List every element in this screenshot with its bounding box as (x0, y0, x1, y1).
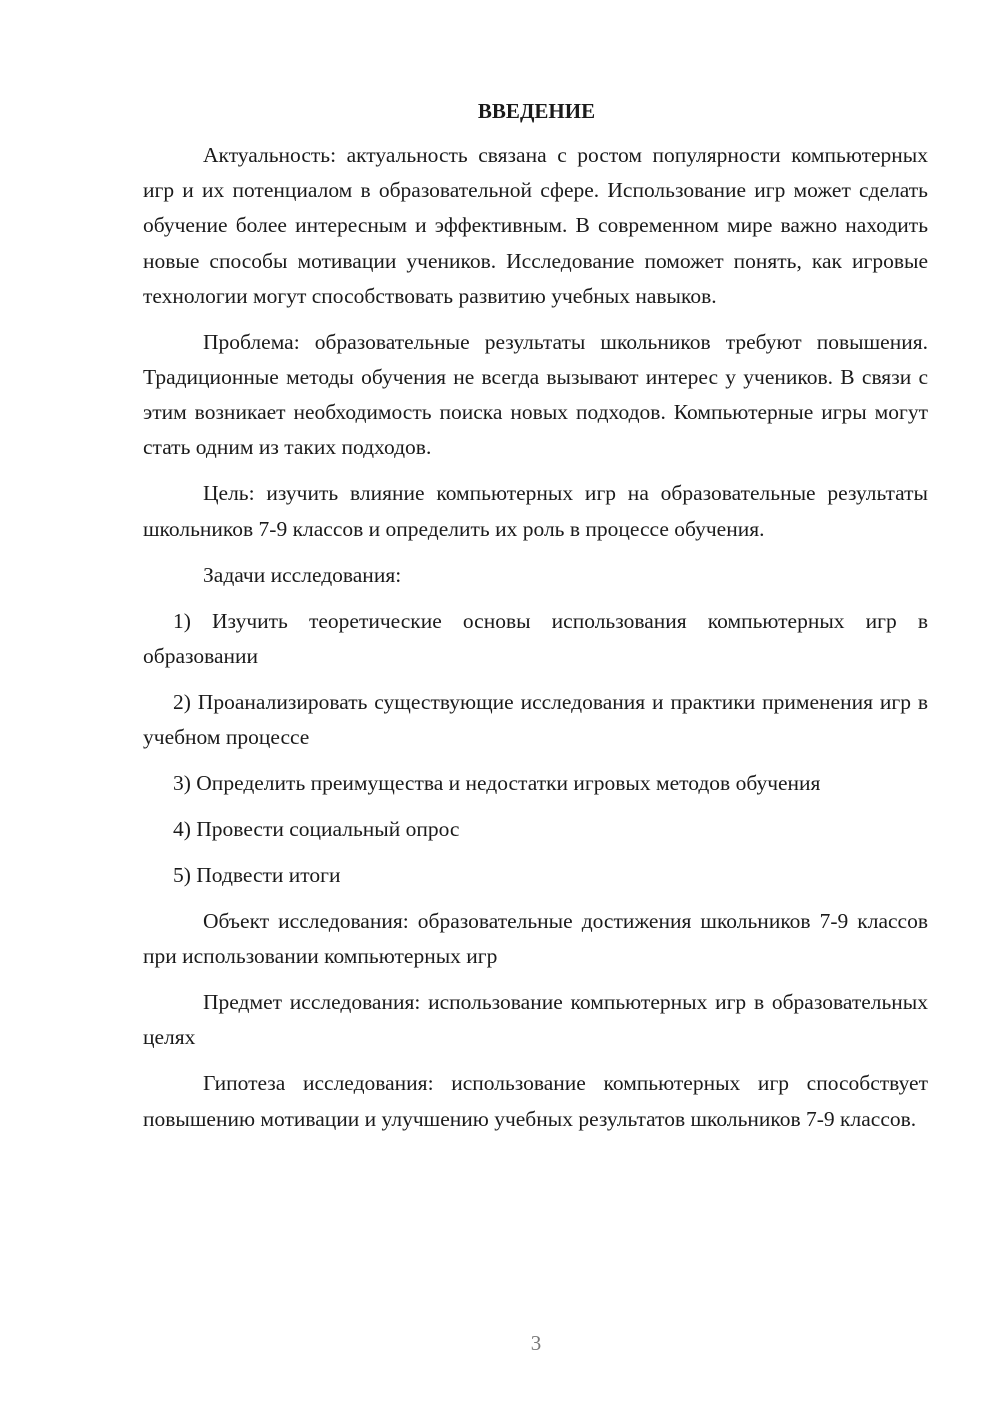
page-number: 3 (530, 1331, 542, 1355)
goal-paragraph: Цель: изучить влияние компьютерных игр на образовательные результаты школьников 7-9 классов и определить их роль в процессе обучения. (143, 481, 928, 541)
task-item-5: 5) Подвести итоги (173, 863, 341, 888)
page-content (143, 96, 928, 1148)
task-item-4: 4) Провести социальный опрос (173, 817, 460, 842)
problem-paragraph: Проблема: образовательные результаты школьников требуют повышения. Традиционные методы обучения не всегда вызывают интерес у учеников. В связи с этим возникает необходимость поиска новых подходов. Компьютерные игры могут стать одним из таких подходов. (143, 329, 928, 460)
hypothesis-paragraph: Гипотеза исследования: использование компьютерных игр способствует повышению мотивации и улучшению учебных результатов школьников 7-9 классов. (143, 1071, 928, 1131)
task-item-3: 3) Определить преимущества и недостатки игровых методов обучения (173, 771, 821, 796)
object-paragraph: Объект исследования: образовательные достижения школьников 7-9 классов при использовании компьютерных игр (143, 909, 928, 969)
tasks-heading: Задачи исследования: (203, 562, 402, 587)
relevance-paragraph: Актуальность: актуальность связана с ростом популярности компьютерных игр и их потенциалом в образовательной сфере. Использование игр может сделать обучение более интересным и эффективным. В современном мире важно находить новые способы мотивации учеников. Исследование поможет понять, как игровые технологии могут способствовать развитию учебных навыков. (143, 143, 928, 308)
subject-paragraph: Предмет исследования: использование компьютерных игр в образовательных целях (143, 990, 928, 1050)
task-item-1: 1) Изучить теоретические основы использования компьютерных игр в образовании (143, 608, 928, 668)
section-title: ВВЕДЕНИЕ (477, 99, 596, 123)
task-item-2: 2) Проанализировать существующие исследования и практики применения игр в учебном процессе (143, 689, 928, 750)
